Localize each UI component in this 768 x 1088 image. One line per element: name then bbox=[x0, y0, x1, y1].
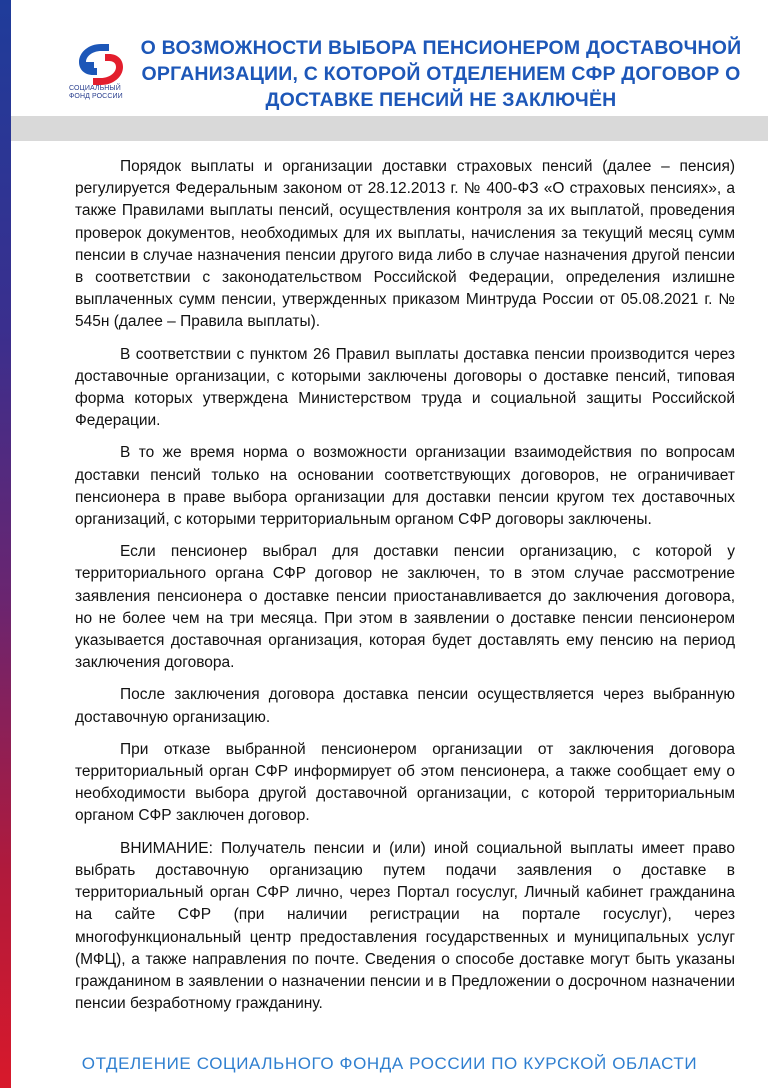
logo-caption: СОЦИАЛЬНЫЙ ФОНД РОССИИ bbox=[69, 85, 123, 100]
paragraph: В соответствии с пунктом 26 Правил выплаты доставка пенсии производится через доставочные организации, с которыми заключены договоры о доставке пенсий, типовая форма которых утверждена Министерством труда и социальной защиты Российской Федерации. bbox=[75, 345, 735, 430]
header-divider-band bbox=[11, 116, 768, 141]
article-body bbox=[75, 156, 735, 1025]
page-header bbox=[11, 0, 768, 116]
paragraph: После заключения договора доставка пенсии осуществляется через выбранную доставочную организацию. bbox=[75, 686, 735, 726]
paragraph-attention: ВНИМАНИЕ: Получатель пенсии и (или) иной социальной выплаты имеет право выбрать доставочную организацию путем подачи заявления о доставке в территориальный орган СФР лично, через Портал госуслуг, Личный кабинет гражданина на сайте СФР (при наличии регистрации на портале госуслуг), через многофункциональный центр предоставления государственных и муниципальных услуг (МФЦ), а также направления по почте. Сведения о способе доставке могут быть указаны гражданином в заявлении о назначении пенсии и в Предложении о досрочном назначении пенсии безработному гражданину. bbox=[75, 839, 735, 1013]
paragraph: При отказе выбранной пенсионером организации от заключения договора территориальный орган СФР информирует об этом пенсионера, а также сообщает ему о необходимости выбора другой доставочной организации, с которой территориальным органом СФР заключен договор. bbox=[75, 740, 735, 825]
decorative-side-bar bbox=[0, 0, 11, 1088]
paragraph: Если пенсионер выбрал для доставки пенсии организацию, с которой у территориального органа СФР договор не заключен, то в этом случае рассмотрение заявления пенсионера о доставке пенсии приостанавливается до заключения договора, но не более чем на три месяца. При этом в заявлении о доставке пенсии пенсионером указывается доставочная организация, которая будет доставлять ему пенсию на период заключения договора. bbox=[75, 543, 735, 672]
page-title: О ВОЗМОЖНОСТИ ВЫБОРА ПЕНСИОНЕРОМ ДОСТАВОЧНОЙ ОРГАНИЗАЦИИ, С КОТОРОЙ ОТДЕЛЕНИЕМ СФР ДОГОВОР О ДОСТАВКЕ ПЕНСИЙ НЕ ЗАКЛЮЧЁН bbox=[140, 37, 742, 111]
paragraph: В то же время норма о возможности организации взаимодействия по вопросам доставки пенсий только на основании соответствующих договоров, не ограничивает пенсионера в праве выбора организации для доставки пенсии кругом тех доставочных организаций, с которыми территориальным органом СФР договоры заключены. bbox=[75, 444, 735, 529]
paragraph: Порядок выплаты и организации доставки страховых пенсий (далее – пенсия) регулируется Федеральным законом от 28.12.2013 г. № 400-ФЗ «О страховых пенсиях», а также Правилами выплаты пенсий, осуществления контроля за их выплатой, проведения проверок документов, необходимых для их выплаты, начисления за текущий месяц сумм пенсии в случае назначения пенсии другого вида либо в случае назначения другой пенсии в соответствии с законодательством Российской Федерации, определения излишне выплаченных сумм пенсии, утвержденных приказом Минтруда России от 05.08.2021 г. № 545н (далее – Правила выплаты). bbox=[75, 158, 735, 331]
footer-organization: ОТДЕЛЕНИЕ СОЦИАЛЬНОГО ФОНДА РОССИИ ПО КУРСКОЙ ОБЛАСТИ bbox=[81, 1054, 698, 1073]
